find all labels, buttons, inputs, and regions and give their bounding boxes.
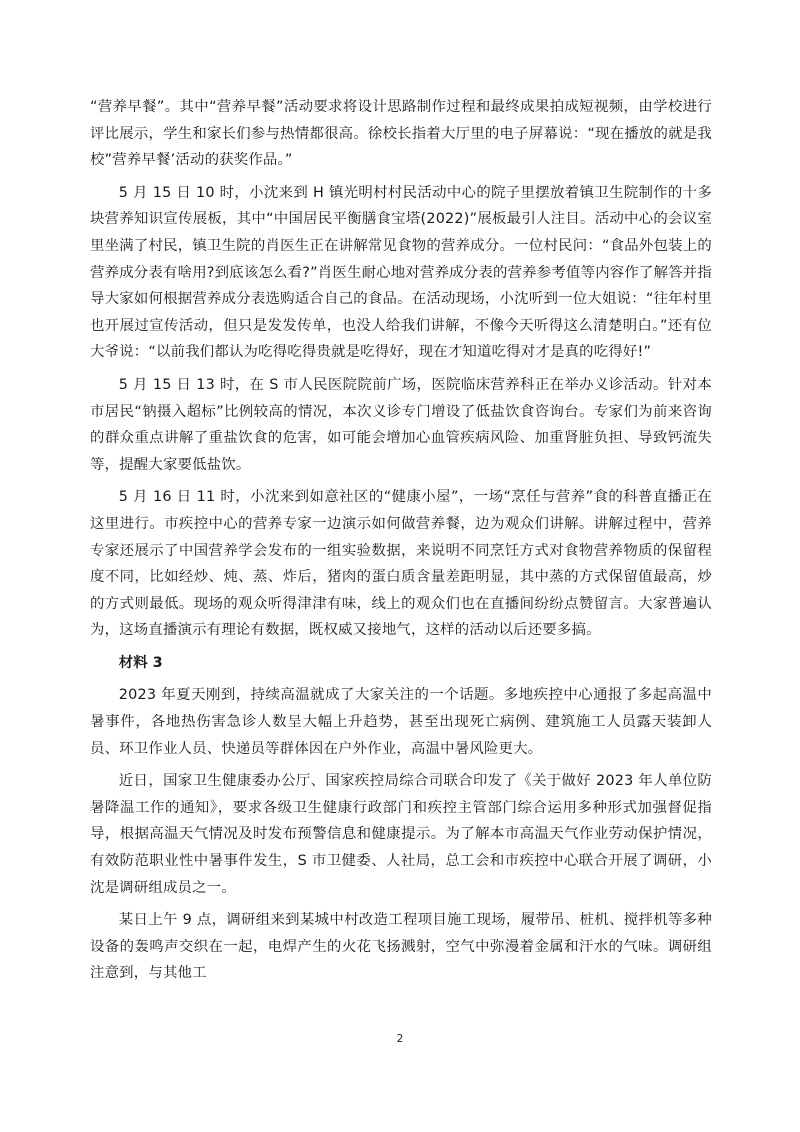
document-body [90, 94, 712, 987]
body-paragraph: 5 月 15 日 10 时，小沈来到 H 镇光明村村民活动中心的院子里摆放着镇卫生院制作的十多块营养知识宣传展板，其中“中国居民平衡膳食宝塔(2022)”展板最引人注目。活动中心的会议室里坐满了村民，镇卫生院的肖医生正在讲解常见食物的营养成分。一位村民问：“食品外包装上的营养成分表有啥用?到底该怎么看?”肖医生耐心地对营养成分表的营养参考值等内容作了解答并指导大家如何根据营养成分表选购适合自己的食品。在活动现场，小沈听到一位大姐说：“往年村里也开展过宣传活动，但只是发发传单，也没人给我们讲解，不像今天听得这么清楚明白。”还有位大爷说：“以前我们都认为吃得吃得贵就是吃得好，现在才知道吃得对才是真的吃得好!” [90, 184, 712, 361]
section-heading-text: 材料 3 [118, 654, 163, 671]
body-paragraph: 某日上午 9 点，调研组来到某城中村改造工程项目施工现场，履带吊、桩机、搅拌机等多种设备的轰鸣声交织在一起，电焊产生的火花飞扬溅射，空气中弥漫着金属和汗水的气味。调研组注意到，与其他工 [90, 912, 712, 982]
page-number: 2 [396, 1033, 404, 1045]
body-paragraph: 5 月 15 日 13 时，在 S 市人民医院院前广场，医院临床营养科正在举办义诊活动。针对本市居民“钠摄入超标”比例较高的情况，本次义诊专门增设了低盐饮食咨询台。专家们为前来咨询的群众重点讲解了重盐饮食的危害，如可能会增加心血管疾病风险、加重肾脏负担、导致钙流失等，提醒大家要低盐饮。 [90, 376, 712, 473]
body-paragraph: 近日，国家卫生健康委办公厅、国家疾控局综合司联合印发了《关于做好 2023 年人单位防暑降温工作的通知》，要求各级卫生健康行政部门和疾控主管部门综合运用多种形式加强督促指导，根据高温天气情况及时发布预警信息和健康提示。为了解本市高温天气作业劳动保护情况，有效防范职业性中暑事件发生，S 市卫健委、人社局，总工会和市疾控中心联合开展了调研，小沈是调研组成员之一。 [90, 773, 712, 896]
body-paragraph: 2023 年夏天刚到，持续高温就成了大家关注的一个话题。多地疾控中心通报了多起高温中暑事件，各地热伤害急诊人数呈大幅上升趋势，甚至出现死亡病例、建筑施工人员露天装卸人员、环卫作业人员、快递员等群体因在户外作业，高温中暑风险更大。 [90, 687, 712, 757]
body-paragraph: 5 月 16 日 11 时，小沈来到如意社区的“健康小屋”，一场“烹任与营养”食的科普直播正在这里进行。市疾控中心的营养专家一边演示如何做营养餐，边为观众们讲解。讲解过程中，营养专家还展示了中国营养学会发布的一组实验数据，来说明不同烹饪方式对食物营养物质的保留程度不同，比如经炒、炖、蒸、炸后，猪肉的蛋白质含量差距明显，其中蒸的方式保留值最高，炒的方式则最低。现场的观众听得津津有味，线上的观众们也在直播间纷纷点赞留言。大家普遍认为，这场直播演示有理论有数据，既权威又接地气，这样的活动以后还要多搞。 [90, 489, 712, 639]
body-paragraph: “营养早餐”。其中“营养早餐”活动要求将设计思路制作过程和最终成果拍成短视频，由学校进行评比展示，学生和家长们参与热情都很高。徐校长指着大厅里的电子屏幕说：“现在播放的就是我校”营养早餐’活动的获奖作品。” [90, 99, 712, 169]
section-heading [90, 650, 712, 677]
